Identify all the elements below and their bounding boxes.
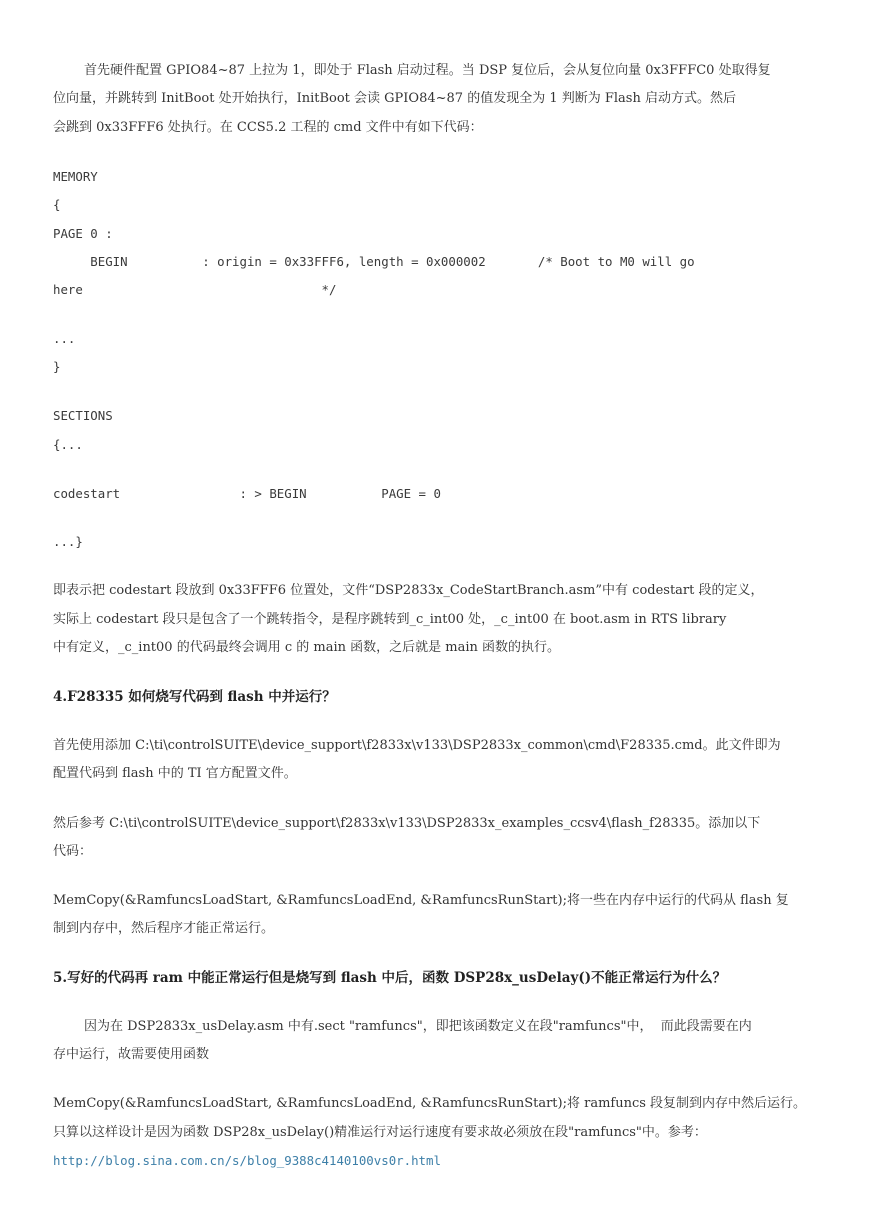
intro-line-2: 位向量，并跳转到 InitBoot 处开始执行，InitBoot 会读 GPIO84~87 的值发现全为 1 判断为 Flash 启动方式。然后 xyxy=(53,91,736,106)
intro-line-1: 首先硬件配置 GPIO84~87 上拉为 1，即处于 Flash 启动过程。当 DSP 复位后，会从复位向量 0x3FFFC0 处取得复 xyxy=(84,63,771,78)
code-memory-line-1: MEMORY xyxy=(53,169,98,184)
code-sections-line-2: {... xyxy=(53,437,83,452)
section-5-para1-line-1: 因为在 DSP2833x_usDelay.asm 中有.sect "ramfuncs"，即把该函数定义在段"ramfuncs"中， 而此段需要在内 xyxy=(84,1019,752,1034)
section-5-para2-line-2: 只算以这样设计是因为函数 DSP28x_usDelay()精准运行对运行速度有要求故必须放在段"ramfuncs"中。参考： xyxy=(53,1125,707,1140)
section-4-para3-line-1: MemCopy(&RamfuncsLoadStart, &RamfuncsLoadEnd, &RamfuncsRunStart);将一些在内存中运行的代码从 flash 复 xyxy=(53,893,789,908)
intro-line-3: 会跳到 0x33FFF6 处执行。在 CCS5.2 工程的 cmd 文件中有如下代码： xyxy=(53,120,483,135)
section-4-para2-line-2: 代码： xyxy=(53,844,93,859)
codestart-line-2: 实际上 codestart 段只是包含了一个跳转指令，是程序跳转到_c_int00 处，_c_int00 在 boot.asm in RTS library xyxy=(53,612,727,627)
section-4-heading: 4.F28335 如何烧写代码到 flash 中并运行？ xyxy=(53,689,336,705)
code-memory-line-6: ... xyxy=(53,331,76,346)
section-5-para1-line-2: 存中运行，故需要使用函数 xyxy=(53,1047,210,1062)
codestart-line-3: 中有定义，_c_int00 的代码最终会调用 c 的 main 函数，之后就是 main 函数的执行。 xyxy=(53,640,561,655)
section-4-para1-line-1: 首先使用添加 C:\ti\controlSUITE\device_support\f2833x\v133\DSP2833x_common\cmd\F28335.cmd。此文件即为 xyxy=(53,738,781,753)
code-sections-line-3: codestart : > BEGIN PAGE = 0 xyxy=(53,486,441,501)
section-5-para2-line-1: MemCopy(&RamfuncsLoadStart, &RamfuncsLoadEnd, &RamfuncsRunStart);将 ramfuncs 段复制到内存中然后运行。 xyxy=(53,1096,807,1111)
section-4-para1-line-2: 配置代码到 flash 中的 TI 官方配置文件。 xyxy=(53,766,297,781)
reference-link[interactable]: http://blog.sina.com.cn/s/blog_9388c4140100vs0r.html xyxy=(53,1153,441,1168)
codestart-line-1: 即表示把 codestart 段放到 0x33FFF6 位置处，文件“DSP2833x_CodeStartBranch.asm”中有 codestart 段的定义， xyxy=(53,583,764,598)
code-memory-line-3: PAGE 0 : xyxy=(53,226,113,241)
section-5-heading: 5.写好的代码再 ram 中能正常运行但是烧写到 flash 中后，函数 DSP28x_usDelay()不能正常运行为什么？ xyxy=(53,970,727,986)
section-4-para3-line-2: 制到内存中，然后程序才能正常运行。 xyxy=(53,921,275,936)
code-memory-line-4: BEGIN : origin = 0x33FFF6, length = 0x000002 /* Boot to M0 will go xyxy=(53,254,695,269)
code-memory-line-2: { xyxy=(53,197,61,212)
code-memory-line-5: here */ xyxy=(53,282,337,297)
code-sections-line-1: SECTIONS xyxy=(53,408,113,423)
section-4-para2-line-1: 然后参考 C:\ti\controlSUITE\device_support\f2833x\v133\DSP2833x_examples_ccsv4\flash_f28335。添加以下 xyxy=(53,816,761,831)
code-memory-line-7: } xyxy=(53,359,61,374)
code-sections-line-4: ...} xyxy=(53,534,83,549)
